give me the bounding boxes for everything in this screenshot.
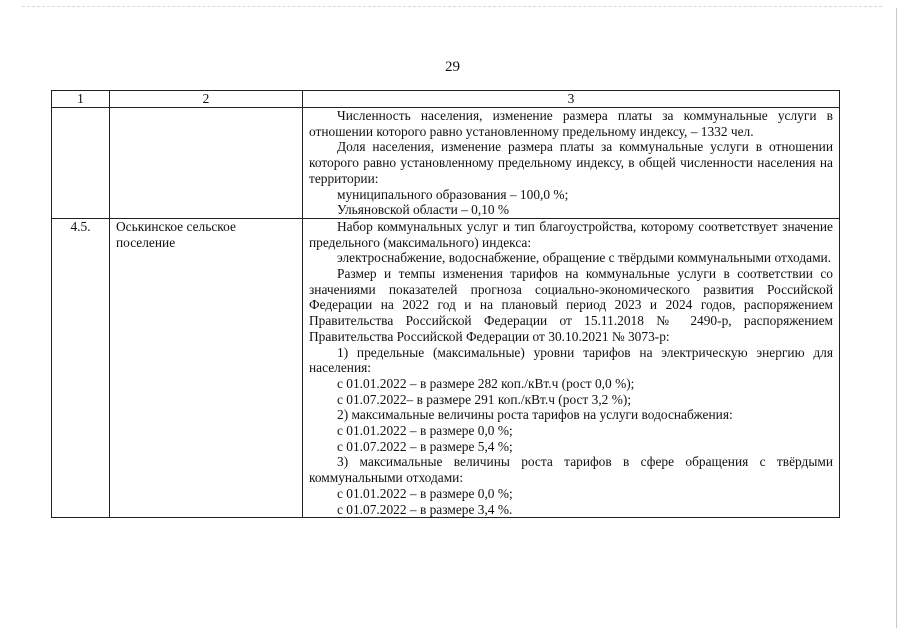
page-number: 29 [445, 59, 460, 75]
paragraph: 3) максимальные величины роста тарифов в сфере обращения с твёрдыми коммунальными отходами: [309, 454, 833, 486]
row-content [303, 218, 840, 517]
paragraph: Численность населения, изменение размера платы за коммунальные услуги в отношении которого равно установленному предельному индексу, – 1332 чел. [309, 108, 833, 139]
settlement-name [110, 108, 303, 219]
paragraph: с 01.01.2022 – в размере 0,0 %; [337, 423, 513, 439]
tariff-table [51, 90, 840, 518]
paragraph: 1) предельные (максимальные) уровни тарифов на электрическую энергию для населения: [309, 344, 833, 376]
paragraph: с 01.07.2022 – в размере 3,4 %. [337, 501, 513, 517]
paragraph: 2) максимальные величины роста тарифов на услуги водоснабжения: [337, 407, 733, 423]
paragraph: Набор коммунальных услуг и тип благоустройства, которому соответствует значение предельного (максимального) индекса: [309, 218, 833, 250]
row-number: 4.5. [52, 218, 110, 517]
table-row [52, 108, 840, 219]
paragraph: с 01.07.2022– в размере 291 коп./кВт.ч (рост 3,2 %); [337, 391, 632, 407]
column-header-3: 3 [303, 91, 840, 108]
row-number [52, 108, 110, 219]
paragraph: с 01.07.2022 – в размере 5,4 %; [337, 438, 513, 454]
row-content [303, 108, 840, 219]
paragraph: Ульяновской области – 0,10 % [337, 202, 510, 218]
paragraph: с 01.01.2022 – в размере 0,0 %; [337, 485, 513, 501]
settlement-name: Оськинское сельское поселение [110, 218, 303, 517]
column-header-1: 1 [52, 91, 110, 108]
scan-top-edge [22, 6, 882, 8]
paragraph: Доля населения, изменение размера платы за коммунальные услуги в отношении которого равно установленному предельному индексу, в общей численности населения на территории: [309, 139, 833, 186]
paragraph: с 01.01.2022 – в размере 282 коп./кВт.ч (рост 0,0 %); [337, 375, 635, 391]
table-row [52, 218, 840, 517]
paragraph: муниципального образования – 100,0 %; [337, 186, 569, 202]
table-header-row [52, 91, 840, 108]
paragraph: Размер и темпы изменения тарифов на коммунальные услуги в соответствии со значениями показателей прогноза социально-экономического развития Российской Федерации на 2022 год и на плановый период 2023 и 2024 годов, распоряжением Правительства Российской Федерации от 15.11.2018 № 2490-р, распоряжением Правительства Российской Федерации от 30.10.2021 № 3073-р: [309, 266, 833, 344]
scan-right-edge [896, 8, 897, 628]
paragraph: электроснабжение, водоснабжение, обращение с твёрдыми коммунальными отходами. [337, 250, 832, 266]
column-header-2: 2 [110, 91, 303, 108]
